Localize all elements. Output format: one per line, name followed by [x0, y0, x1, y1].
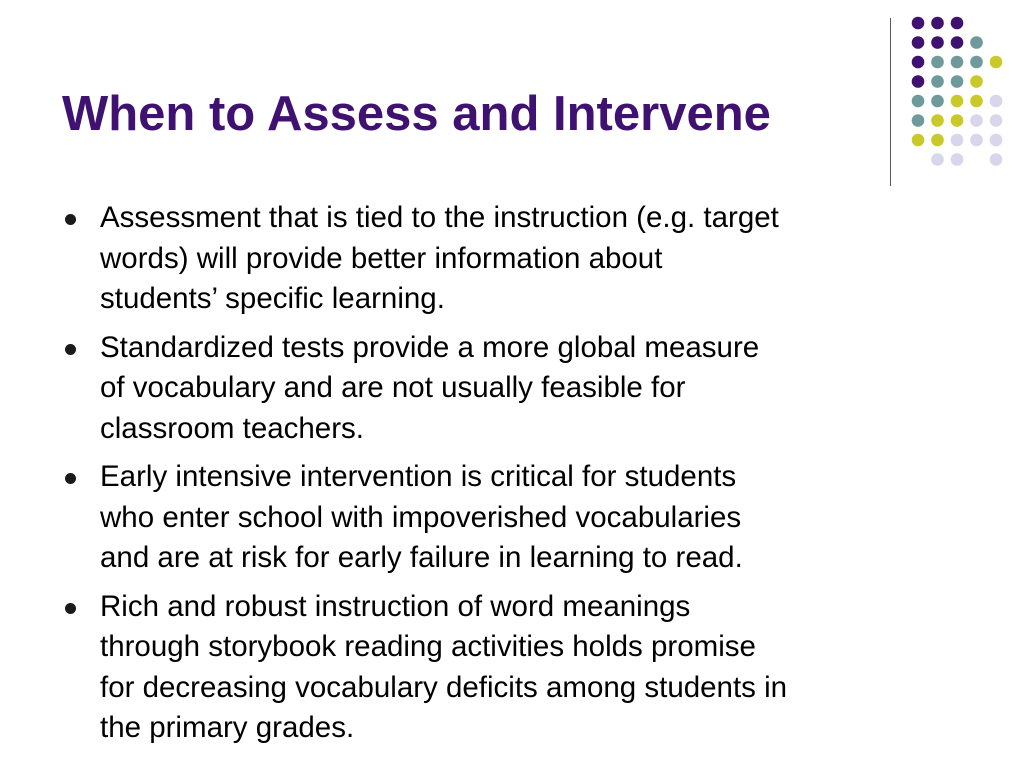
- bullet-marker-icon: [65, 603, 76, 614]
- bullet-line: students’ specific learning.: [100, 282, 445, 315]
- bullet-line: words) will provide better information about: [100, 241, 663, 275]
- bullet-list: [62, 198, 982, 757]
- bullet-item-3: [62, 457, 982, 579]
- bullet-marker-icon: [65, 214, 76, 225]
- bullet-item-1: [62, 198, 982, 320]
- decorative-dot: [912, 36, 925, 49]
- bullet-line: Assessment that is tied to the instruction (e.g. target: [100, 201, 779, 234]
- decorative-dot: [951, 36, 964, 49]
- decorative-dot: [970, 134, 983, 147]
- bullet-line: classroom teachers.: [100, 411, 364, 445]
- bullet-line: and are at risk for early failure in learning to read.: [100, 541, 743, 574]
- decorative-dot: [931, 75, 944, 88]
- decorative-dot: [931, 153, 944, 166]
- decorative-dot: [951, 95, 964, 108]
- bullet-line: Early intensive intervention is critical for students: [100, 460, 737, 493]
- bullet-line: Standardized tests provide a more global measure: [100, 330, 760, 364]
- bullet-item-2: [62, 328, 982, 450]
- decorative-dot: [912, 56, 925, 69]
- bullet-line: for decreasing vocabulary deficits among students in: [100, 670, 788, 704]
- decorative-dot: [970, 114, 983, 127]
- decorative-dot: [912, 95, 925, 108]
- decorative-dot: [931, 114, 944, 127]
- decorative-dot: [990, 114, 1003, 127]
- decorative-dot: [990, 134, 1003, 147]
- decorative-dot: [951, 114, 964, 127]
- decorative-dot: [970, 75, 983, 88]
- decorative-dot-grid: [0, 0, 1024, 200]
- decorative-dot: [990, 56, 1003, 69]
- decorative-dot: [951, 75, 964, 88]
- decorative-dot: [931, 134, 944, 147]
- decorative-dot: [970, 36, 983, 49]
- decorative-dot: [990, 95, 1003, 108]
- decorative-dot: [931, 95, 944, 108]
- decorative-dot: [951, 56, 964, 69]
- bullet-marker-icon: [65, 344, 76, 355]
- decorative-dot: [912, 17, 925, 30]
- bullet-line: who enter school with impoverished vocabularies: [100, 500, 742, 534]
- bullet-line: the primary grades.: [100, 711, 355, 744]
- decorative-dot: [931, 56, 944, 69]
- decorative-dot: [951, 134, 964, 147]
- decorative-dot: [912, 134, 925, 147]
- bullet-line: through storybook reading activities holds promise: [100, 630, 756, 663]
- bullet-marker-icon: [65, 473, 76, 484]
- decorative-dot: [912, 75, 925, 88]
- bullet-item-4: [62, 587, 982, 749]
- decorative-dot: [970, 95, 983, 108]
- bullet-line: of vocabulary and are not usually feasible for: [100, 371, 686, 404]
- decorative-dot: [970, 56, 983, 69]
- decorative-dot: [990, 153, 1003, 166]
- decorative-dot: [912, 114, 925, 127]
- bullet-line: Rich and robust instruction of word meanings: [100, 589, 691, 623]
- slide-title: When to Assess and Intervene: [62, 87, 771, 141]
- decorative-dot: [931, 17, 944, 30]
- decorative-dot: [951, 17, 964, 30]
- decorative-dot: [931, 36, 944, 49]
- decorative-dot: [951, 153, 964, 166]
